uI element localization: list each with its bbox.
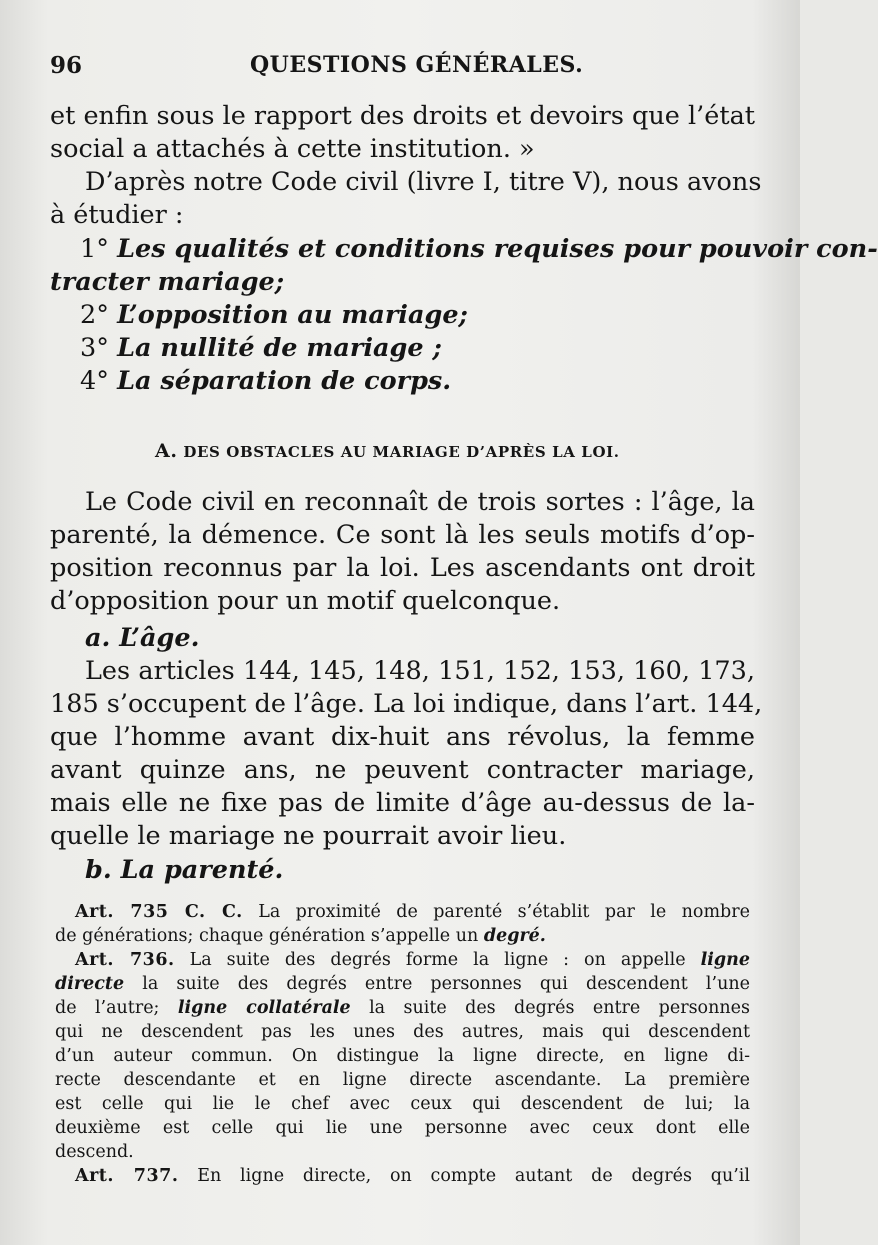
article-line [55,924,750,949]
article-line: descend. [55,1142,134,1162]
article-text: En ligne directe, on compte autant de degrés qu’il [197,1166,750,1186]
article-line [75,900,750,925]
text-line: avant quinze ans, ne peuvent contracter mariage, [50,755,755,785]
article-line [55,972,750,997]
article-line [55,996,750,1021]
text-line: 185 s’occupent de l’âge. La loi indique, dans l’art. 144, [50,689,763,719]
list-number: 4° [80,366,109,396]
article-text: la suite des degrés entre personnes [369,998,750,1018]
list-text: La séparation de corps. [117,366,452,396]
article-line: qui ne descendent pas les unes des autres, mais qui descendent [55,1022,750,1042]
article-text: la suite des degrés entre personnes qui descendent l’une [142,974,750,994]
text-line: à étudier : [50,200,184,230]
list-text: L’opposition au mariage; [117,300,468,330]
list-number: 2° [80,300,109,330]
text-line: d’opposition pour un motif quelconque. [50,586,561,616]
article-line [75,1164,750,1189]
text-line: parenté, la démence. Ce sont là les seuls motifs d’op- [50,520,755,550]
subheading-title: La parenté. [120,855,284,885]
article-line: est celle qui lie le chef avec ceux qui descendent de lui; la [55,1094,750,1114]
section-title: DES OBSTACLES AU MARIAGE D’APRÈS LA LOI. [183,443,620,461]
subheading-letter: a. [85,623,111,653]
section-heading [155,440,620,462]
text-line: position reconnus par la loi. Les ascendants ont droit [50,553,755,583]
article-line: d’un auteur commun. On distingue la ligne directe, en ligne di- [55,1046,750,1066]
article-line [75,948,750,973]
text-line: Le Code civil en reconnaît de trois sortes : l’âge, la [85,487,755,517]
section-letter: A. [155,440,178,462]
subheading [85,622,790,655]
article-text: de générations; chaque génération s’appelle un [55,926,479,946]
list-item [80,332,785,365]
subheading [85,854,790,887]
article-term: degré. [483,926,546,946]
list-item [80,365,785,398]
text-line: Les articles 144, 145, 148, 151, 152, 153, 160, 173, [85,656,755,686]
text-line: et enfin sous le rapport des droits et devoirs que l’état [50,101,756,131]
list-item [80,299,785,332]
list-text: La nullité de mariage ; [117,333,442,363]
list-item-continuation: tracter mariage; [50,267,285,297]
article-text: La proximité de parenté s’établit par le nombre [258,902,750,922]
text-line: D’après notre Code civil (livre I, titre V), nous avons [85,167,762,197]
list-item [80,233,878,266]
text-line: social a attachés à cette institution. » [50,134,535,164]
text-line: quelle le mariage ne pourrait avoir lieu. [50,821,567,851]
subheading-letter: b. [85,855,112,885]
list-text: Les qualités et conditions requises pour pouvoir con- [117,234,878,264]
article-text: La suite des degrés forme la ligne : on appelle [189,950,686,970]
article-text: de l’autre; [55,998,160,1018]
article-term: ligne [700,950,750,970]
article-label: Art. 737. [75,1166,179,1186]
running-head: QUESTIONS GÉNÉRALES. [250,52,584,78]
article-line: deuxième est celle qui lie une personne avec ceux dont elle [55,1118,750,1138]
list-number: 3° [80,333,109,363]
text-line: que l’homme avant dix-huit ans révolus, la femme [50,722,755,752]
article-line: recte descendante et en ligne directe ascendante. La première [55,1070,750,1090]
list-number: 1° [80,234,109,264]
article-label: Art. 735 C. C. [75,902,243,922]
text-line: mais elle ne fixe pas de limite d’âge au-dessus de la- [50,788,755,818]
article-term: ligne collatérale [177,998,351,1018]
page-number: 96 [50,52,83,79]
article-label: Art. 736. [75,950,175,970]
subheading-title: L’âge. [119,623,200,653]
article-term: directe [55,974,125,994]
page-header [50,52,750,82]
